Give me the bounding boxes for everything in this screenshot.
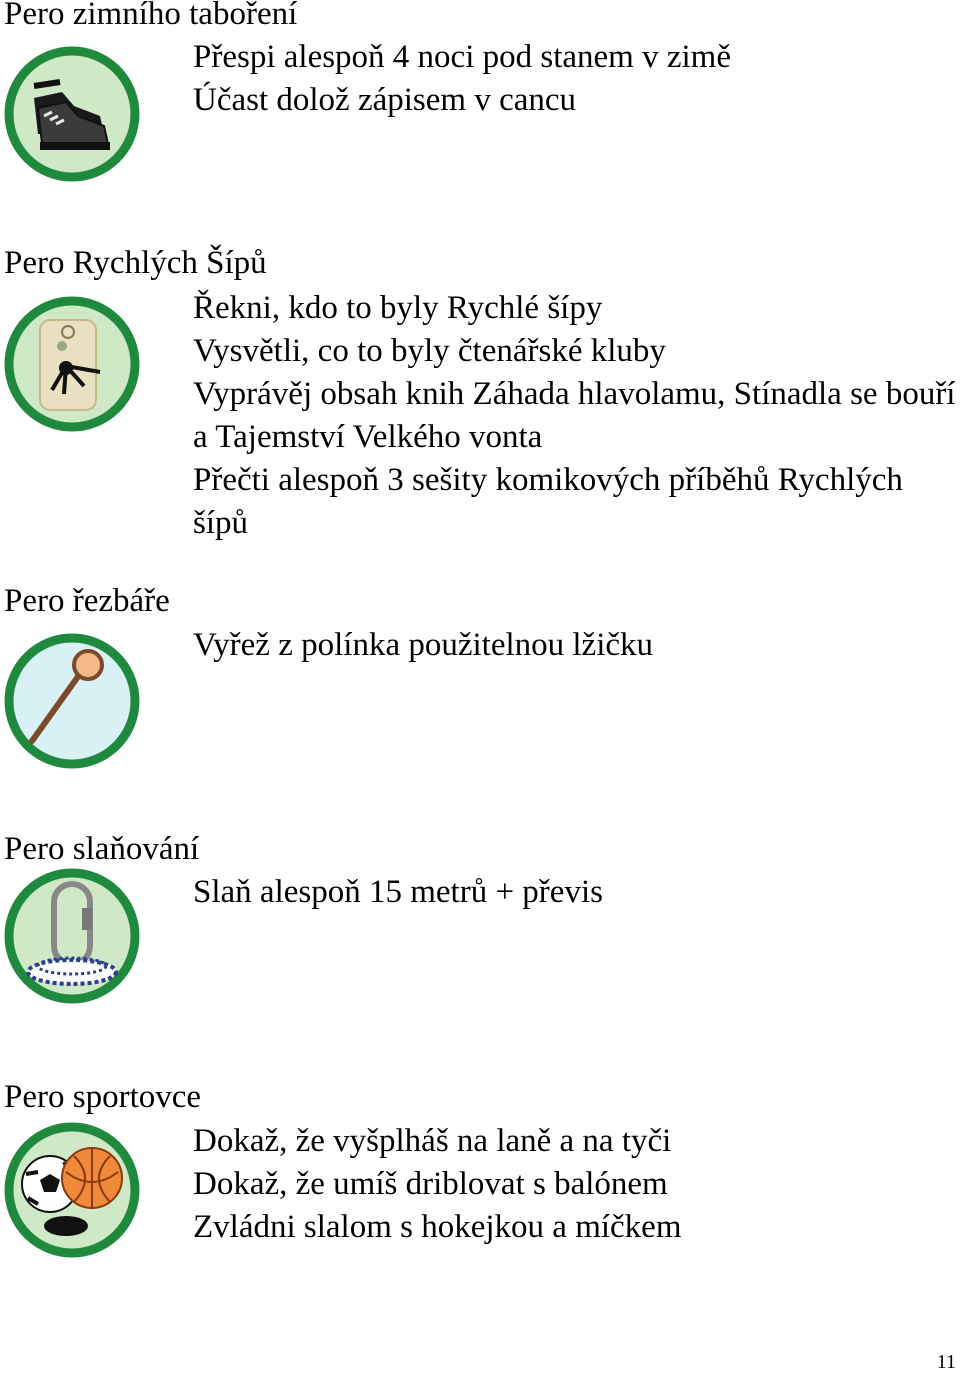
page-number: 11: [936, 1351, 956, 1373]
hedgehog-puzzle-icon: [4, 296, 140, 432]
badge-rychle-sipy: [4, 296, 140, 432]
list-item: Zvládni slalom s hokejkou a míčkem: [193, 1209, 682, 1245]
requirements-rychle-sipy: [193, 287, 960, 545]
list-item: Přečti alespoň 3 sešity komikových příběhů Rychlých šípů: [193, 462, 903, 541]
list-item: Přespi alespoň 4 noci pod stanem v zimě: [193, 39, 731, 75]
requirements-rappelling: [193, 871, 960, 914]
section-title-athlete: Pero sportovce: [4, 1079, 202, 1115]
requirements-carver: [193, 624, 960, 667]
badge-winter-camping: [4, 46, 140, 182]
badge-carver: [4, 633, 140, 769]
badge-rappelling: [4, 868, 140, 1004]
section-title-carver: Pero řezbáře: [4, 583, 170, 619]
list-item: Vyprávěj obsah knih Záhada hlavolamu, Stínadla se bouří a Tajemství Velkého vonta: [193, 376, 956, 455]
requirements-winter-camping: [193, 36, 960, 122]
list-item: Vyřež z polínka použitelnou lžičku: [193, 627, 654, 663]
requirements-athlete: [193, 1120, 960, 1249]
wooden-spoon-icon: [4, 633, 140, 769]
list-item: Dokaž, že umíš driblovat s balónem: [193, 1166, 668, 1202]
balls-icon: [4, 1122, 140, 1258]
carabiner-rope-icon: [4, 868, 140, 1004]
list-item: Účast dolož zápisem v cancu: [193, 82, 577, 118]
badge-athlete: [4, 1122, 140, 1258]
list-item: Řekni, kdo to byly Rychlé šípy: [193, 290, 603, 326]
section-title-rappelling: Pero slaňování: [4, 831, 200, 867]
list-item: Slaň alespoň 15 metrů + převis: [193, 874, 603, 910]
boots-icon: [4, 46, 140, 182]
section-title-winter-camping: Pero zimního taboření: [4, 0, 298, 32]
list-item: Vysvětli, co to byly čtenářské kluby: [193, 333, 666, 369]
list-item: Dokaž, že vyšplháš na laně a na tyči: [193, 1123, 672, 1159]
section-title-rychle-sipy: Pero Rychlých Šípů: [4, 245, 267, 281]
